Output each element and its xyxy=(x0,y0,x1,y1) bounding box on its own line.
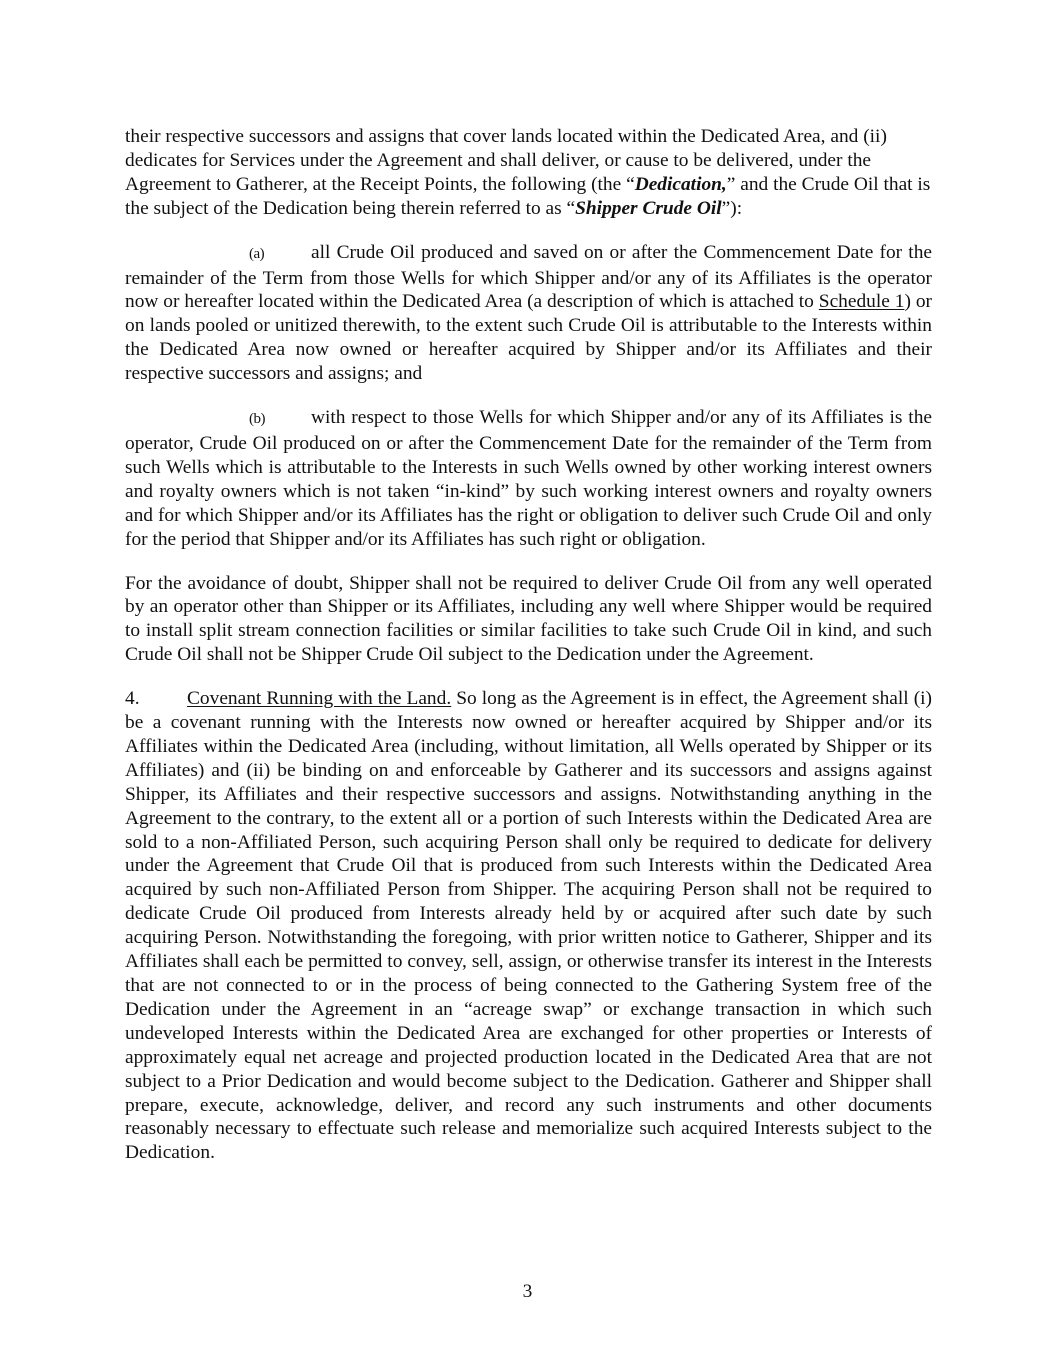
schedule-1-reference: Schedule 1 xyxy=(818,291,905,313)
clause-b-text: with respect to those Wells for which Shipper and/or any of its Affiliates is the operator, Crude Oil produced on or after the Commencement Date for the remainder of the Term from such Wells which is attributable to the Interests in such Wells owned by other working interest owners and royalty owners which is not taken “in-kind” by such working interest owners and royalty owners and for which Shipper and/or its Affiliates has the right or obligation to deliver such Crude Oil and only for the period that Shipper and/or its Affiliates has such right or obligation. xyxy=(125,407,932,550)
dedication-term: Dedication, xyxy=(634,173,727,195)
page-number: 3 xyxy=(522,1281,533,1302)
intro-text-middle: ” and the Crude Oil that is the subject of the Dedication being therein referred to as “ xyxy=(125,173,931,219)
clause-a xyxy=(125,241,932,386)
clause-b-label: (b) xyxy=(249,411,265,428)
clause-b xyxy=(125,406,932,551)
clause-a-text-start: all Crude Oil produced and saved on or after the Commencement Date for the remainder of the Term from those Wells for which Shipper and/or any of its Affiliates is the operator now or hereafter located within the Dedicated Area (a description of which is attached to xyxy=(125,241,932,313)
document-page xyxy=(125,125,932,1185)
section-4-text: So long as the Agreement is in effect, the Agreement shall (i) be a covenant running with the Interests now owned or hereafter acquired by Shipper and/or its Affiliates within the Dedicated Area (including, without limitation, all Wells operated by Shipper or its Affiliates) and (ii) be binding on and enforceable by Gatherer and its successors and assigns against Shipper, its Affiliates and their respective successors and assigns. Notwithstanding anything in the Agreement to the contrary, to the extent all or a portion of such Interests within the Dedicated Area are sold to a non-Affiliated Person, such acquiring Person shall only be required to dedicate for delivery under the Agreement that Crude Oil that is produced from such Interests within the Dedicated Area acquired by such non-Affiliated Person from Shipper. The acquiring Person shall not be required to dedicate Crude Oil produced from Interests already held by or acquired after such date by such acquiring Person. Notwithstanding the foregoing, with prior written notice to Gatherer, Shipper and its Affiliates shall each be permitted to convey, sell, assign, or otherwise transfer its interest in the Interests that are not connected to or in the process of being connected to the Gathering System free of the Dedication under the Agreement in an “acreage swap” or exchange transaction in which such undeveloped Interests within the Dedicated Area are exchanged for other properties or Interests of approximately equal net acreage and projected production located in the Dedicated Area that are not subject to a Prior Dedication and would become subject to the Dedication. Gatherer and Shipper shall prepare, execute, acknowledge, deliver, and record any such instruments and other documents reasonably necessary to effectuate such release and memorialize such acquired Interests subject to the Dedication. xyxy=(125,688,933,1164)
section-4-number: 4. xyxy=(125,688,140,710)
avoidance-paragraph: For the avoidance of doubt, Shipper shall not be required to deliver Crude Oil from any well operated by an operator other than Shipper or its Affiliates, including any well where Shipper would be required to install split stream connection facilities or similar facilities to take such Crude Oil in kind, and such Crude Oil shall not be Shipper Crude Oil subject to the Dedication under the Agreement. xyxy=(125,572,932,666)
intro-text-end: ”): xyxy=(721,197,743,219)
clause-a-label: (a) xyxy=(249,245,265,262)
intro-text-start: their respective successors and assigns that cover lands located within the Dedicated Area, and (ii) dedicates for Services under the Agreement and shall deliver, or cause to be delivered, under the Agreement to Gatherer, at the Receipt Points, the following (the “ xyxy=(125,126,887,195)
shipper-crude-oil-term: Shipper Crude Oil xyxy=(575,197,722,219)
section-4 xyxy=(125,687,932,1165)
section-4-heading: Covenant Running with the Land. xyxy=(187,688,452,710)
intro-paragraph xyxy=(125,125,932,221)
clause-a-text-end: ) or on lands pooled or unitized therewith, to the extent such Crude Oil is attributable to the Interests within the Dedicated Area now owned or hereafter acquired by Shipper and/or its Affiliates and their respective successors and assigns; and xyxy=(125,291,932,385)
